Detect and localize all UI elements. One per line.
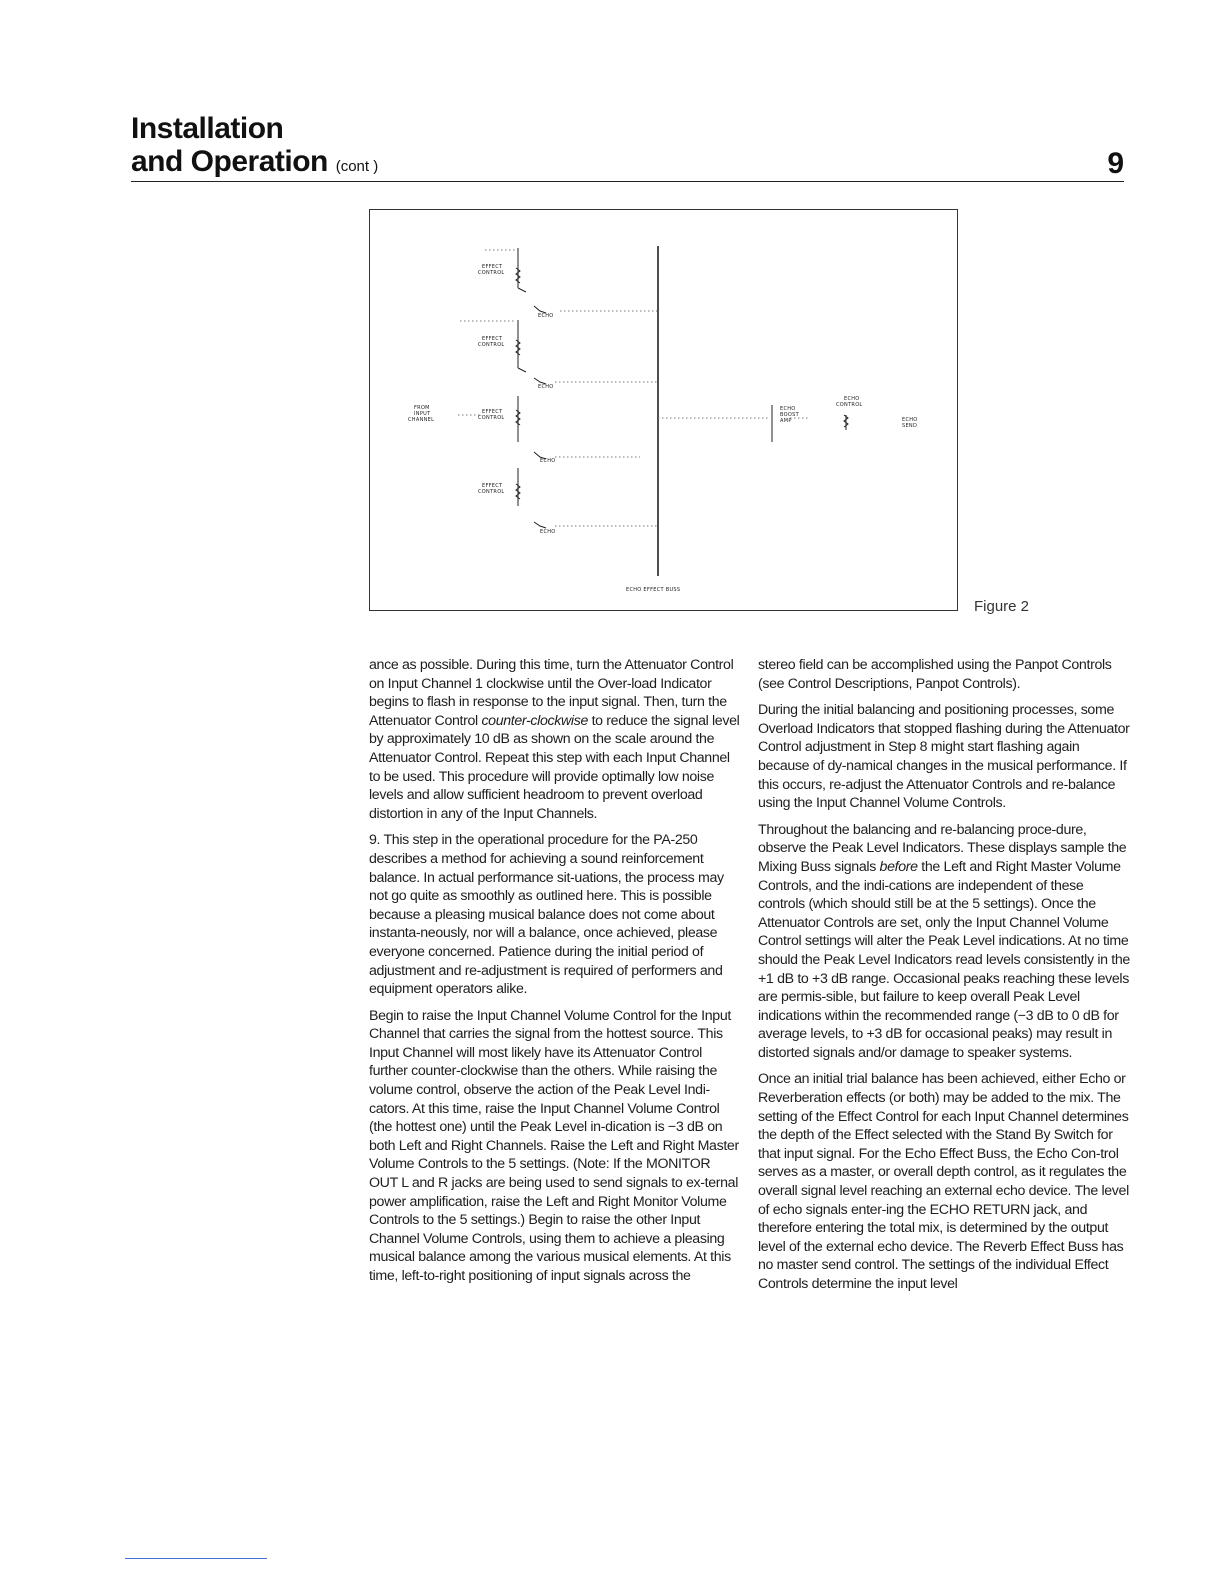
paragraph: ance as possible. During this time, turn the Attenuator Control on Input Channel 1 clockwise until the Over-load Indicator begins to flash in response to the input signal. Then, turn the Attenuator Control counter-clockwise to reduce the signal level by approximately 10 dB as shown on the scale around the Attenuator Control. Repeat this step with each Input Channel to be used. This procedure will provide optimally low noise levels and allow sufficient headroom to prevent overload distortion in any of the Input Channels. xyxy=(369,657,740,822)
echo-label-1: ECHO xyxy=(538,313,554,319)
footer-rule xyxy=(125,1558,267,1559)
effect-stage-1 xyxy=(516,248,546,313)
echo-label-4: ECHO xyxy=(540,529,556,535)
echo-label-3: ECHO xyxy=(540,458,556,464)
echo-control-label-1: ECHO xyxy=(844,396,860,402)
effect-stage-2 xyxy=(516,320,546,384)
effect-control-label-3b: CONTROL xyxy=(478,415,505,421)
title-continued-note: (cont ) xyxy=(335,158,379,175)
paragraph: 9. This step in the operational procedure for the PA-250 describes a method for achieving a sound reinforcement balance. In actual performance sit-uations, the process may not go quite as smoothly as outlined here. This is possible because a pleasing musical balance does not come about instanta-neously, nor will a balance, once achieved, please everyone concerned. Patience during the initial period of adjustment and re-adjustment is required of performers and equipment operators alike. xyxy=(369,832,724,998)
right-text-column xyxy=(758,656,1130,1302)
effect-stage-3 xyxy=(516,396,546,459)
figure-caption: Figure 2 xyxy=(974,598,1030,615)
paragraph: During the initial balancing and positioning processes, some Overload Indicators that stopped flashing during the Attenuator Control adjustment in Step 8 might start flashing again because of dy-namical changes in the musical performance. If this occurs, re-adjust the Attenuator Controls and re-balance using the Input Channel Volume Controls. xyxy=(758,702,1130,812)
effect-control-label-1: EFFECT xyxy=(482,264,503,270)
effect-control-label-3: EFFECT xyxy=(482,409,503,415)
left-text-column xyxy=(369,656,741,1294)
page-title xyxy=(131,112,378,183)
echo-boost-label-2: BOOST xyxy=(780,412,799,418)
echo-send-label-1: ECHO xyxy=(902,417,918,423)
effect-control-label-4: EFFECT xyxy=(482,483,503,489)
echo-send-label-2: SEND xyxy=(902,423,918,429)
echo-effect-buss-label: ECHO EFFECT BUSS xyxy=(626,587,681,593)
page-number: 9 xyxy=(1107,147,1124,180)
effect-control-label-4b: CONTROL xyxy=(478,489,505,495)
echo-boost-label-1: ECHO xyxy=(780,406,796,412)
effect-control-label-2b: CONTROL xyxy=(478,342,505,348)
input-label: INPUT xyxy=(414,411,431,417)
echo-boost-label-3: AMP xyxy=(780,418,792,424)
from-label: FROM xyxy=(414,405,430,411)
paragraph: Once an initial trial balance has been achieved, either Echo or Reverberation effects (or both) may be added to the mix. The setting of the Effect Control for each Input Channel determines the depth of the Effect selected with the Stand By Switch for that input signal. For the Echo Effect Buss, the Echo Con-trol serves as a master, or overall depth control, as it regulates the overall signal level reaching an external echo device. The level of echo signals enter-ing the ECHO RETURN jack, and therefore entering the total mix, is determined by the output level of the external echo device. The Reverb Effect Buss has no master send control. The settings of the individual Effect Controls determine the input level xyxy=(758,1071,1129,1292)
paragraph: stereo field can be accomplished using the Panpot Controls (see Control Descriptions, Panpot Controls). xyxy=(758,657,1112,692)
title-line-1: Installation xyxy=(131,112,284,145)
echo-control-label-2: CONTROL xyxy=(836,402,863,408)
effect-control-label-1b: CONTROL xyxy=(478,270,505,276)
effect-control-label-2: EFFECT xyxy=(482,336,503,342)
channel-label: CHANNEL xyxy=(408,417,435,423)
title-line-2: and Operation xyxy=(131,145,328,178)
effect-stage-4 xyxy=(516,468,546,528)
echo-buss-schematic xyxy=(370,210,959,612)
figure-2-schematic xyxy=(369,209,958,611)
echo-label-2: ECHO xyxy=(538,384,554,390)
header-rule xyxy=(131,181,1124,182)
paragraph: Throughout the balancing and re-balancing proce-dure, observe the Peak Level Indicators. These displays sample the Mixing Buss signals before the Left and Right Master Volume Controls, and the indi-cations are independent of these controls (which should still be at the 5 settings). Once the Attenuator Controls are set, only the Input Channel Volume Control settings will alter the Peak Level indications. At no time should the Peak Level Indicators read levels consistently in the +1 dB to +3 dB range. Occasional peaks reaching these levels are permis-sible, but failure to keep overall Peak Level indications within the recommended range (−3 dB to 0 dB for average levels, to +3 dB for occasional peaks) may result in distorted signals and/or damage to speaker systems. xyxy=(758,821,1130,1061)
paragraph: Begin to raise the Input Channel Volume Control for the Input Channel that carries the signal from the hottest source. This Input Channel will most likely have its Attenuator Control further counter-clockwise than the others. While raising the volume control, observe the action of the Peak Level Indi-cators. At this time, raise the Input Channel Volume Control (the hottest one) until the Peak Level in-dication is −3 dB on both Left and Right Channels. Raise the Left and Right Master Volume Controls to the 5 settings. (Note: If the MONITOR OUT L and R jacks are being used to send signals to ex-ternal power amplification, raise the Left and Right Monitor Volume Controls to the 5 settings.) Begin to raise the other Input Channel Volume Controls, using them to achieve a pleasing musical balance among the various musical elements. At this time, left-to-right positioning of input signals across the xyxy=(369,1007,739,1284)
